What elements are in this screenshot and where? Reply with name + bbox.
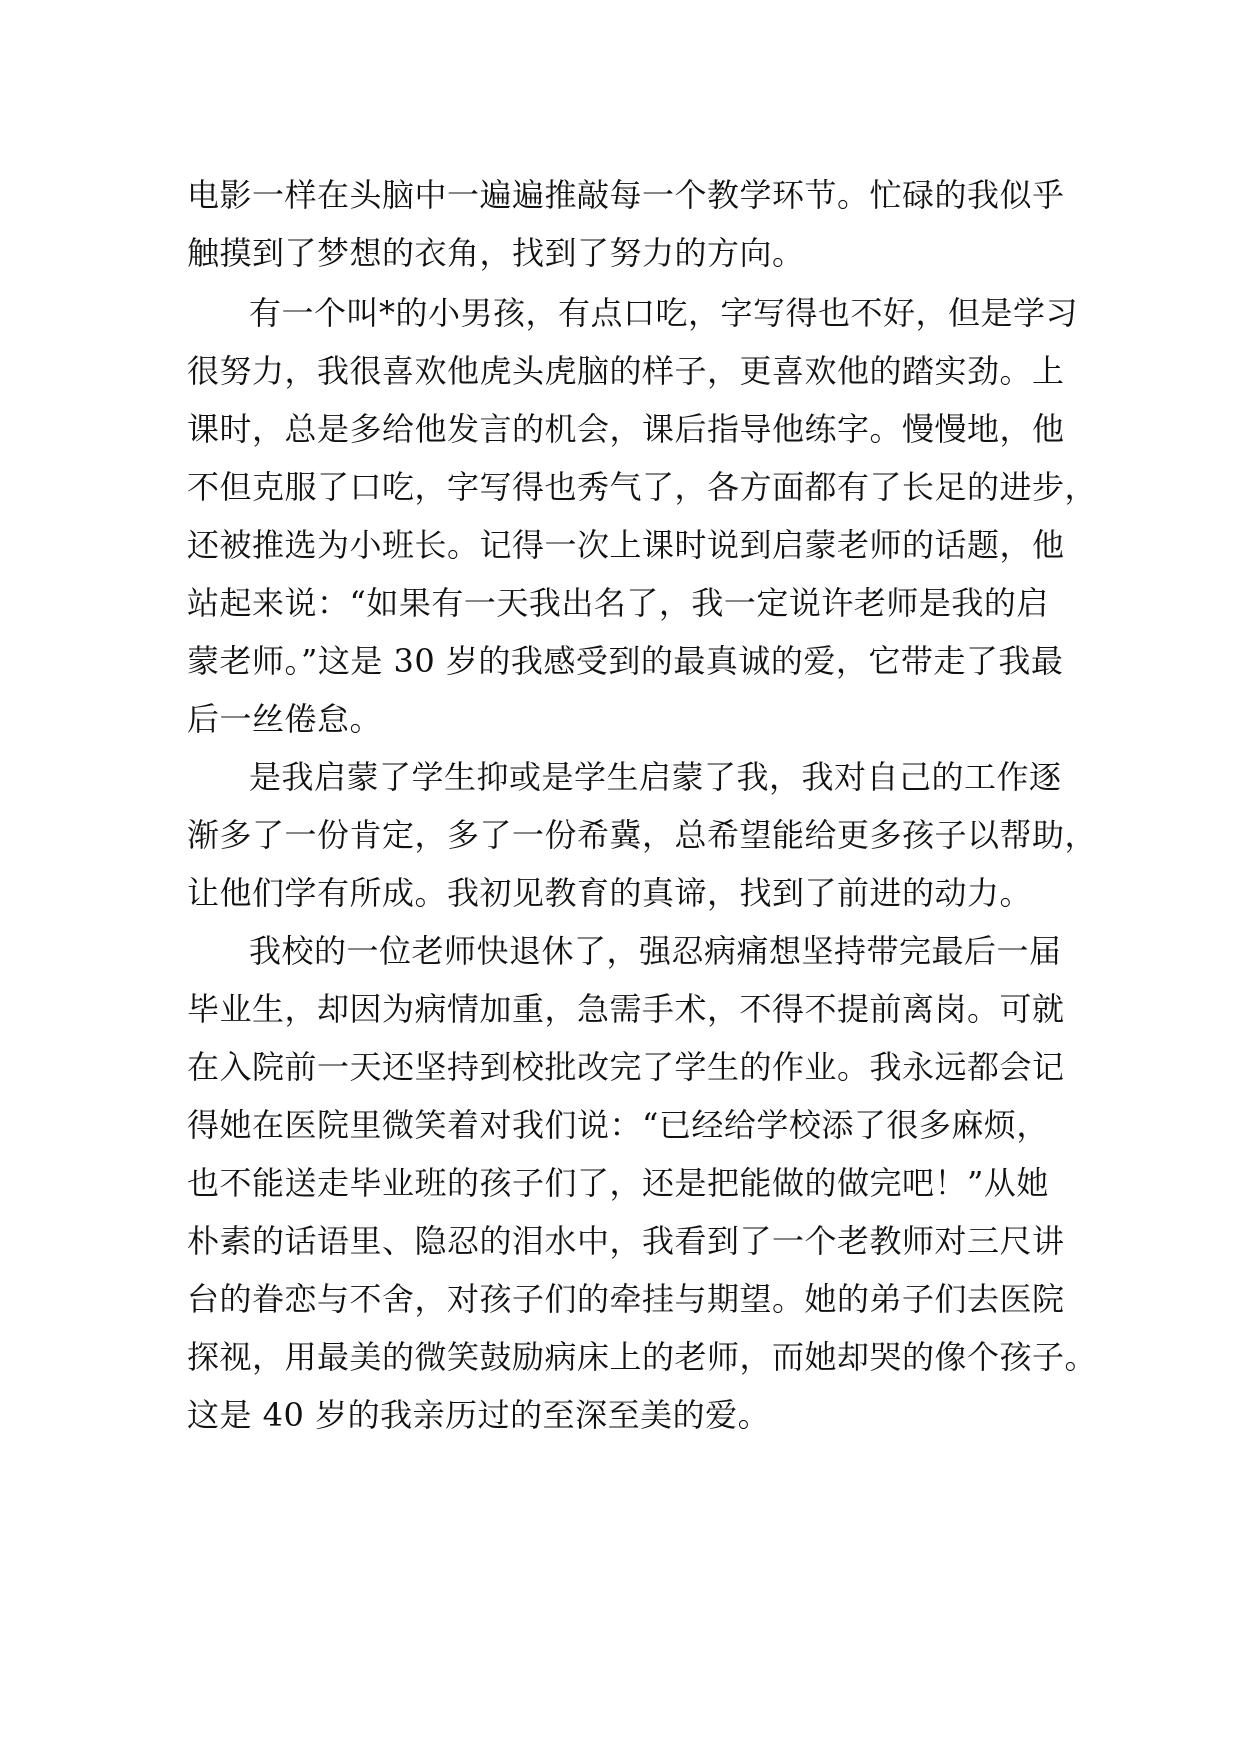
text-line: 电影一样在头脑中一遍遍推敲每一个教学环节。忙碌的我似乎: [187, 176, 1065, 214]
text-line: 让他们学有所成。我初见教育的真谛，找到了前进的动力。: [187, 874, 1033, 912]
text-line: 课时，总是多给他发言的机会，课后指导他练字。慢慢地，他: [187, 410, 1065, 448]
text-line: 还被推选为小班长。记得一次上课时说到启蒙老师的话题，他: [187, 526, 1065, 564]
text-line: 朴素的话语里、隐忍的泪水中，我看到了一个老教师对三尺讲: [187, 1222, 1065, 1260]
text-line: 很努力，我很喜欢他虎头虎脑的样子，更喜欢他的踏实劲。上: [187, 352, 1065, 390]
text-line-paragraph-start: 有一个叫*的小男孩，有点口吃，字写得也不好，但是学习: [249, 294, 1079, 332]
text-line: 台的眷恋与不舍，对孩子们的牵挂与期望。她的弟子们去医院: [187, 1280, 1065, 1318]
text-line: 探视，用最美的微笑鼓励病床上的老师，而她却哭的像个孩子。: [187, 1338, 1098, 1376]
text-line: 也不能送走毕业班的孩子们了，还是把能做的做完吧！”从她: [187, 1164, 1049, 1202]
text-line-paragraph-start: 我校的一位老师快退休了，强忍病痛想坚持带完最后一届: [249, 932, 1062, 970]
text-line: 毕业生，却因为病情加重，急需手术，不得不提前离岗。可就: [187, 990, 1065, 1028]
text-line: 得她在医院里微笑着对我们说：“已经给学校添了很多麻烦，: [187, 1106, 1049, 1144]
text-line: 触摸到了梦想的衣角，找到了努力的方向。: [187, 234, 805, 272]
text-line: 站起来说：“如果有一天我出名了，我一定说许老师是我的启: [187, 584, 1049, 622]
text-line-paragraph-start: 是我启蒙了学生抑或是学生启蒙了我，我对自己的工作逐: [249, 758, 1062, 796]
text-line: 后一丝倦怠。: [187, 700, 383, 738]
text-line: 不但克服了口吃，字写得也秀气了，各方面都有了长足的进步，: [187, 468, 1098, 506]
text-line: 这是 40 岁的我亲历过的至深至美的爱。: [187, 1396, 771, 1434]
text-line: 渐多了一份肯定，多了一份希冀，总希望能给更多孩子以帮助，: [187, 816, 1098, 854]
text-line: 在入院前一天还坚持到校批改完了学生的作业。我永远都会记: [187, 1048, 1065, 1086]
text-line: 蒙老师。”这是 30 岁的我感受到的最真诚的爱，它带走了我最: [187, 642, 1064, 680]
